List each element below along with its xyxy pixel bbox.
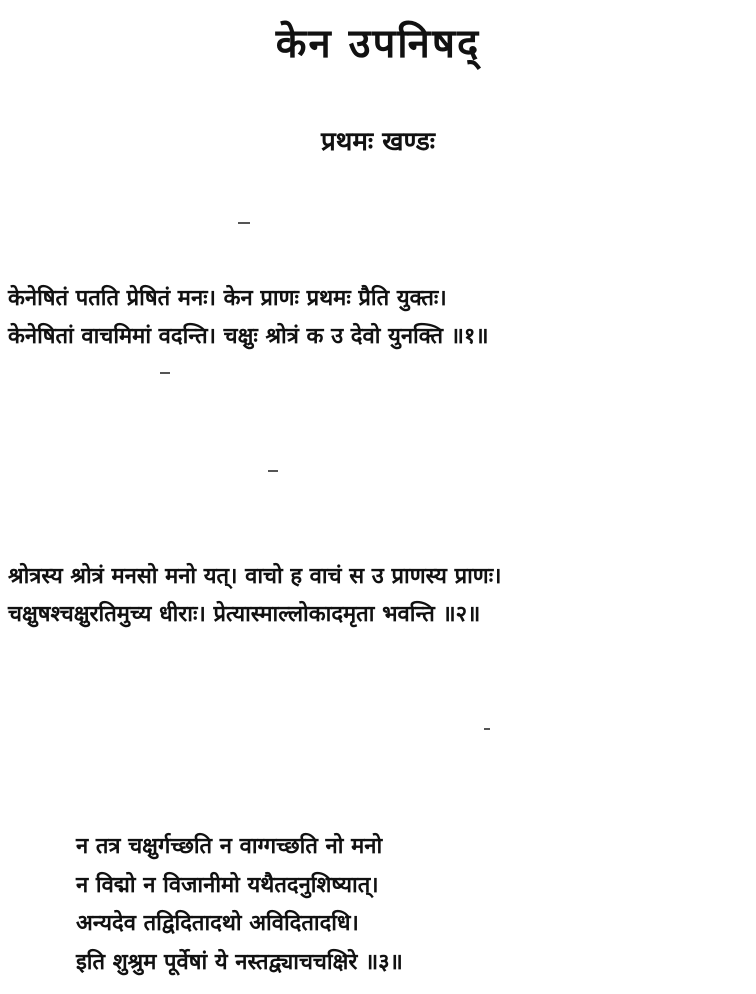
verse-line: चक्षुषश्चक्षुरतिमुच्य धीराः। प्रेत्यास्माल्लोकादमृता भवन्ति ॥२॥ (8, 602, 481, 627)
scan-speck (238, 222, 250, 224)
verse-line: केनेषितां वाचमिमां वदन्ति। चक्षुः श्रोत्रं क उ देवो युनक्ति ॥१॥ (8, 324, 489, 349)
scan-speck (160, 372, 170, 374)
verse-line: अन्यदेव तद्विदितादथो अविदितादधि। (76, 911, 359, 936)
scan-speck (268, 470, 278, 472)
section-heading: प्रथमः खण्डः (320, 127, 436, 157)
verse-line: न विद्मो न विजानीमो यथैतदनुशिष्यात्। (76, 873, 379, 898)
verse-line: इति शुश्रुम पूर्वेषां ये नस्तद्व्याचचक्षिरे ॥३॥ (76, 950, 403, 975)
verse-line: केनेषितं पतति प्रेषितं मनः। केन प्राणः प्रथमः प्रैति युक्तः। (8, 286, 447, 311)
verse-line: न तत्र चक्षुर्गच्छति न वाग्गच्छति नो मनो (76, 834, 383, 859)
verse-line: श्रोत्रस्य श्रोत्रं मनसो मनो यत्। वाचो ह वाचं स उ प्राणस्य प्राणः। (8, 564, 502, 589)
document-title: केन उपनिषद् (275, 21, 481, 67)
scan-speck (484, 728, 490, 730)
